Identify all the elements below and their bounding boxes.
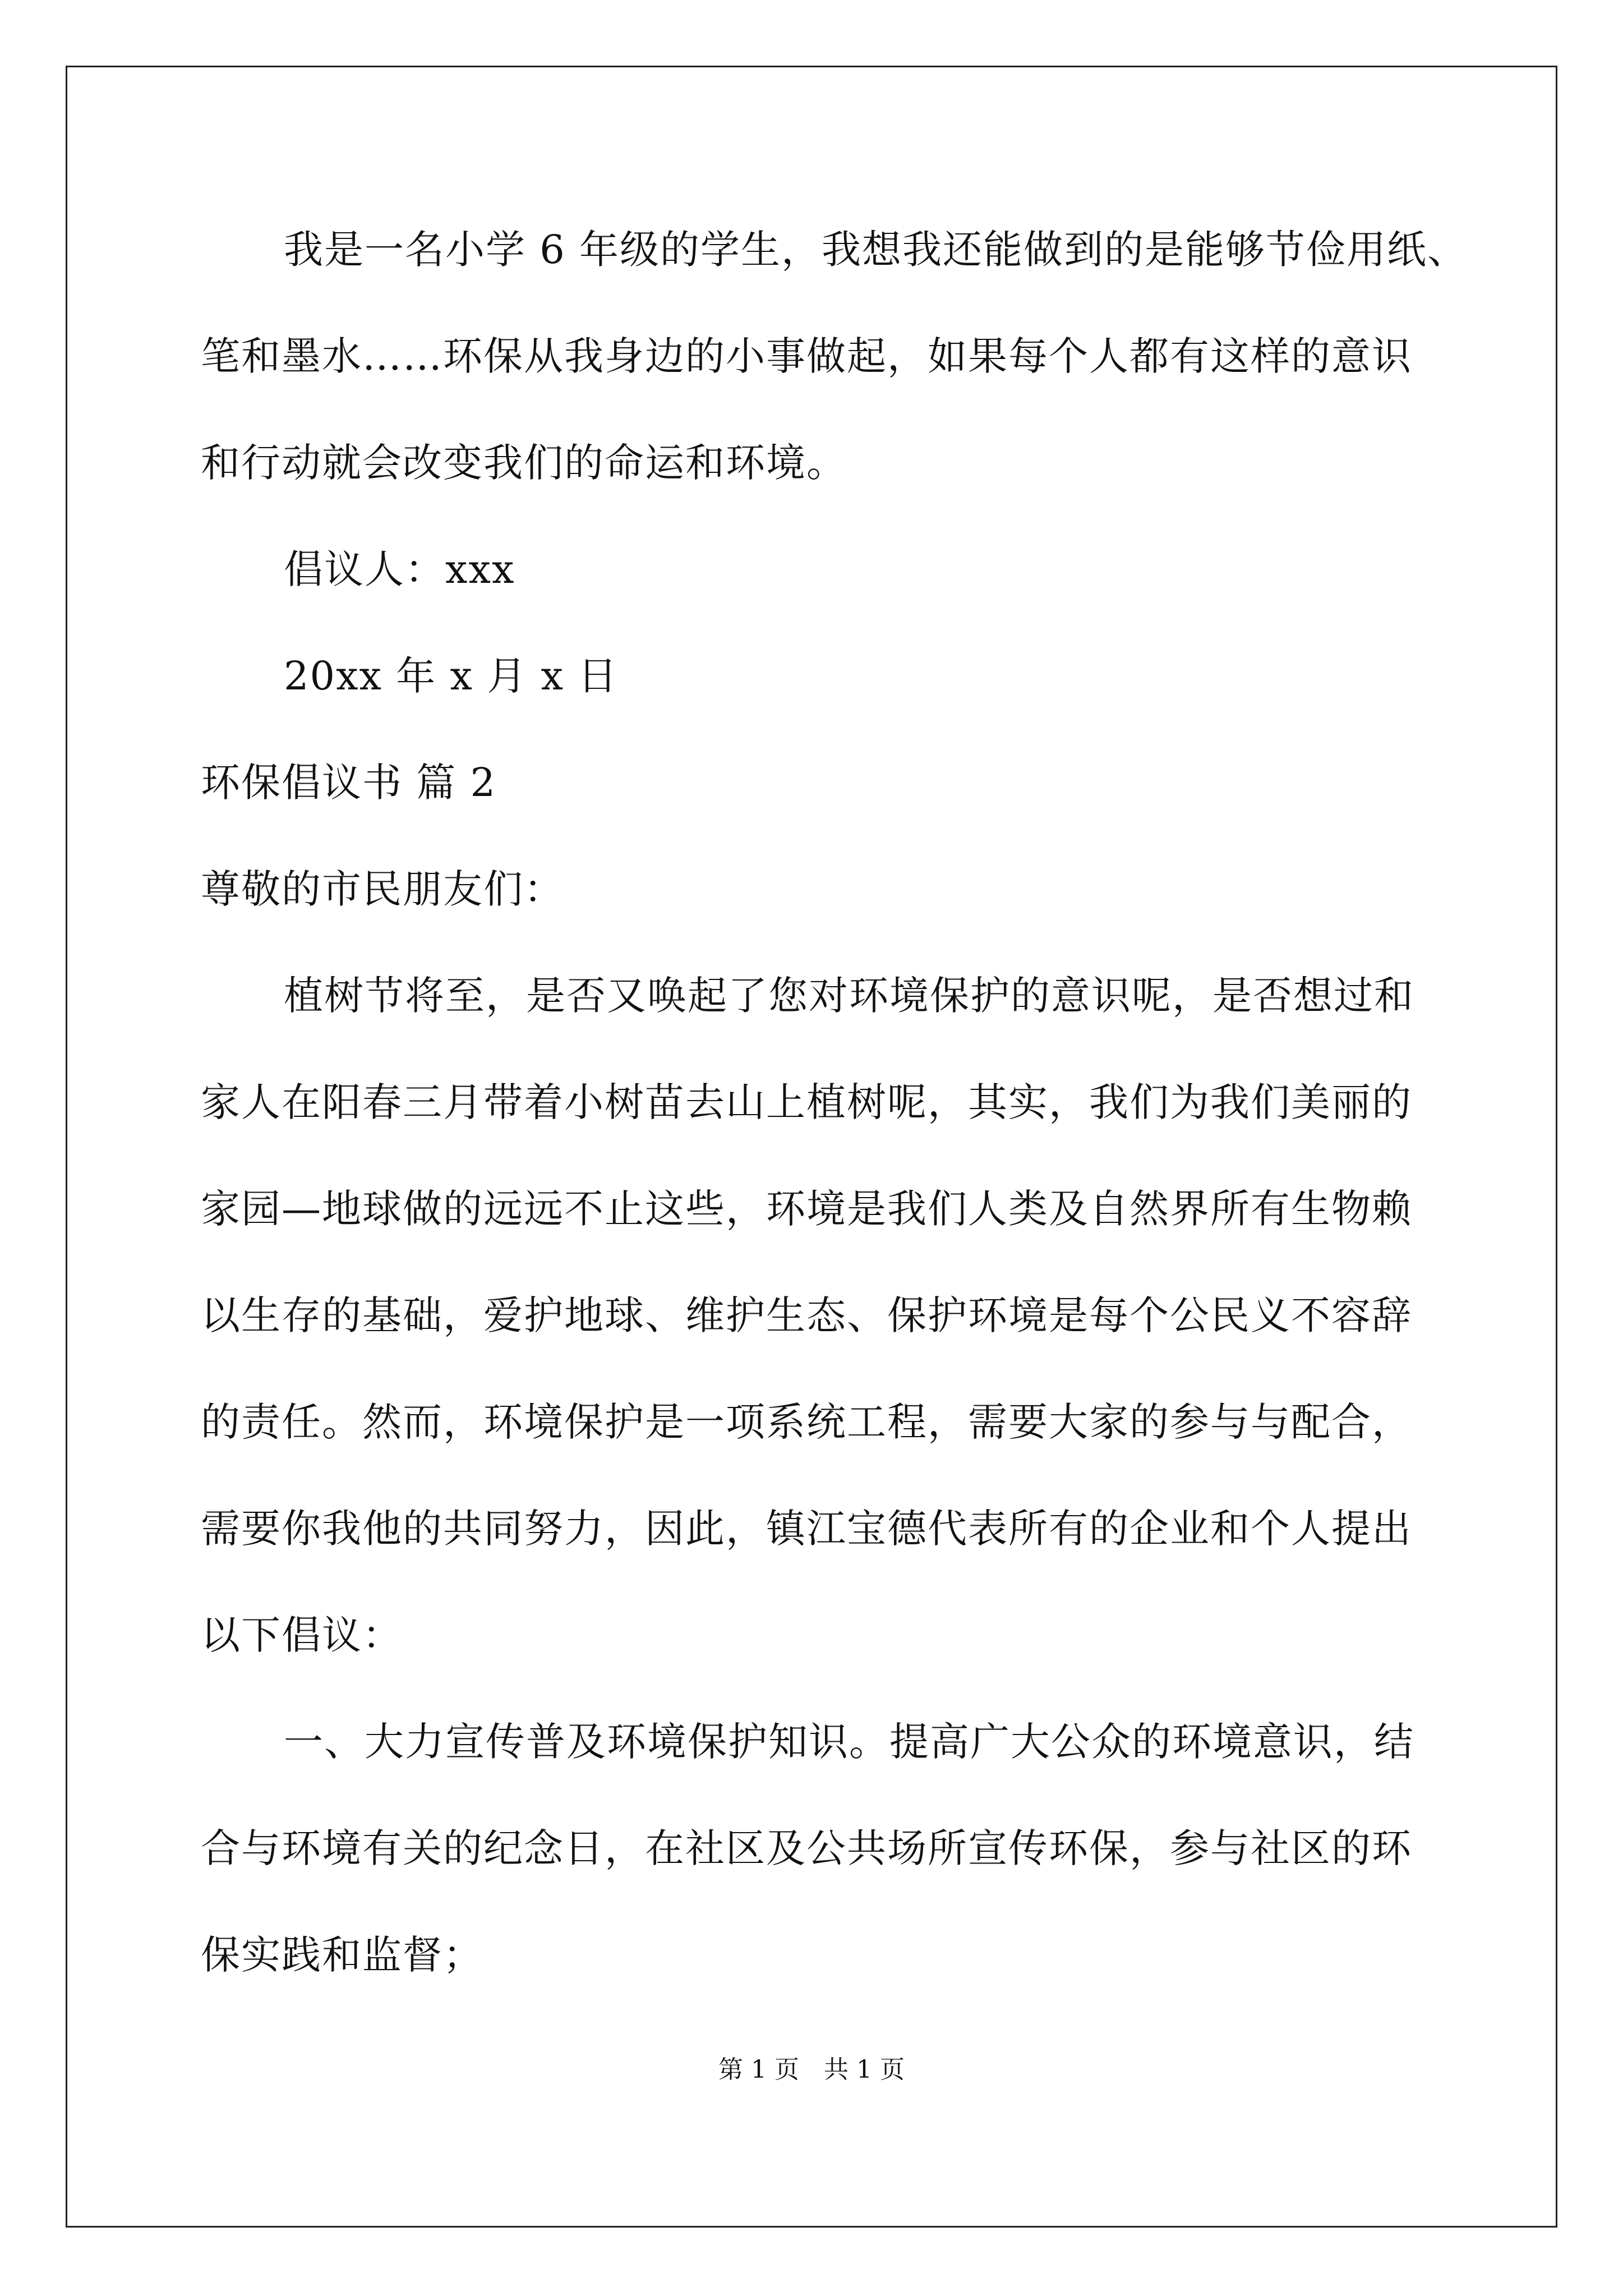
paragraph-line: 以下倡议： bbox=[201, 1612, 403, 1658]
section-heading: 环保倡议书 篇 2 bbox=[201, 760, 497, 806]
page-footer bbox=[0, 2053, 1623, 2087]
paragraph-line: 合与环境有关的纪念日，在社区及公共场所宣传环保，参与社区的环 bbox=[201, 1825, 1412, 1871]
page-total: 共 1 页 bbox=[824, 2055, 905, 2084]
paragraph-line: 以生存的基础，爱护地球、维护生态、保护环境是每个公民义不容辞 bbox=[201, 1292, 1412, 1338]
paragraph-line: 一、大力宣传普及环境保护知识。提高广大公众的环境意识，结 bbox=[284, 1719, 1414, 1765]
page-number: 第 1 页 bbox=[718, 2055, 799, 2084]
salutation: 尊敬的市民朋友们： bbox=[201, 866, 564, 912]
paragraph-line: 的责任。然而，环境保护是一项系统工程，需要大家的参与与配合， bbox=[201, 1399, 1412, 1445]
page-border bbox=[66, 66, 1557, 2228]
paragraph-line: 我是一名小学 6 年级的学生，我想我还能做到的是能够节俭用纸、 bbox=[284, 227, 1468, 273]
proposer-line: 倡议人：xxx bbox=[284, 546, 515, 592]
paragraph-line: 家人在阳春三月带着小树苗去山上植树呢，其实，我们为我们美丽的 bbox=[201, 1079, 1412, 1125]
paragraph-line: 需要你我他的共同努力，因此，镇江宝德代表所有的企业和个人提出 bbox=[201, 1506, 1412, 1552]
paragraph-line: 植树节将至，是否又唤起了您对环境保护的意识呢，是否想过和 bbox=[284, 973, 1414, 1019]
paragraph-line: 和行动就会改变我们的命运和环境。 bbox=[201, 440, 847, 486]
paragraph-line: 笔和墨水……环保从我身边的小事做起，如果每个人都有这样的意识 bbox=[201, 333, 1412, 379]
date-line: 20xx 年 x 月 x 日 bbox=[284, 653, 619, 699]
paragraph-line: 保实践和监督； bbox=[201, 1932, 483, 1978]
paragraph-line: 家园—地球做的远远不止这些，环境是我们人类及自然界所有生物赖 bbox=[201, 1186, 1412, 1232]
